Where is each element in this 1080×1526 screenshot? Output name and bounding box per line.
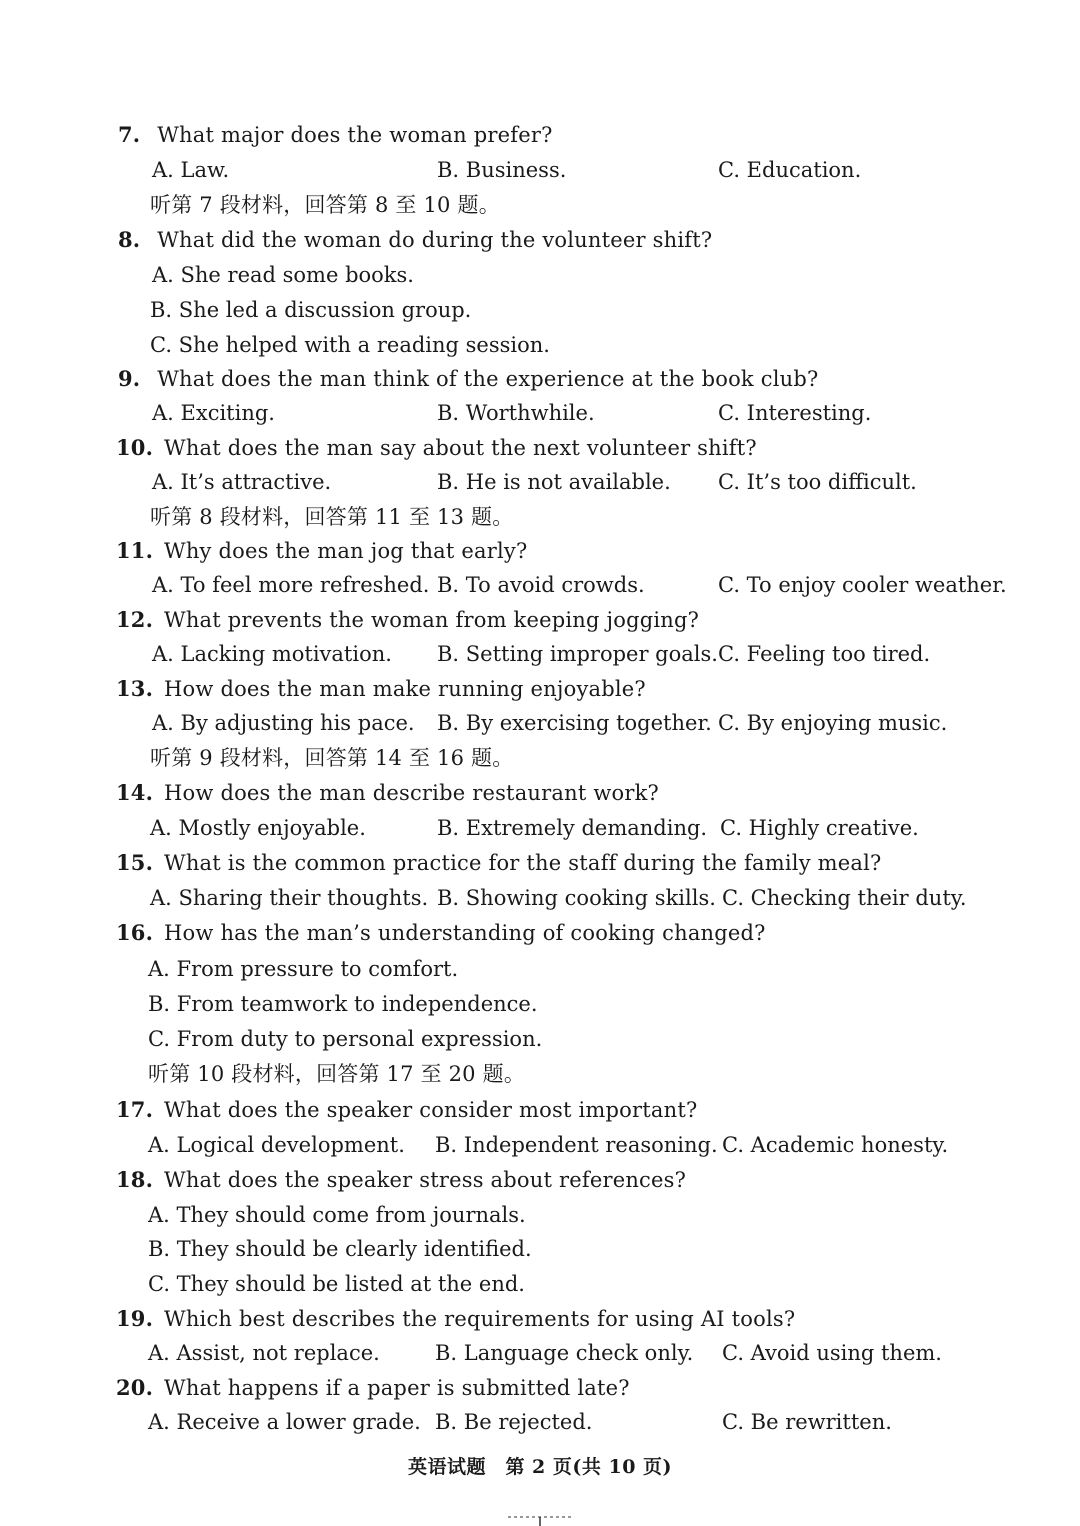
- option-c: C. From duty to personal expression.: [148, 1027, 543, 1051]
- option-c: C. Be rewritten.: [722, 1410, 892, 1434]
- option-b: B. Be rejected.: [435, 1410, 593, 1434]
- question-10: [116, 433, 757, 463]
- question-number: 19.: [116, 1306, 154, 1331]
- question-13: [116, 674, 646, 704]
- question-number: 12.: [116, 607, 154, 632]
- question-7: [118, 120, 553, 150]
- option-b: B. Worthwhile.: [437, 401, 595, 425]
- question-number: 10.: [116, 435, 154, 460]
- question-9: [118, 364, 818, 394]
- option-c: C. She helped with a reading session.: [150, 333, 550, 357]
- option-a: A. Receive a lower grade.: [148, 1410, 421, 1434]
- question-number: 8.: [118, 227, 141, 252]
- question-number: 15.: [116, 850, 154, 875]
- section-heading: 听第 9 段材料，回答第 14 至 16 题。: [150, 746, 514, 770]
- question-17: [116, 1095, 697, 1125]
- question-number: 13.: [116, 676, 154, 701]
- option-b: B. He is not available.: [437, 470, 671, 494]
- option-b: B. They should be clearly identified.: [148, 1237, 532, 1261]
- option-a: A. Law.: [152, 158, 230, 182]
- question-text: How does the man make running enjoyable?: [164, 677, 646, 701]
- question-text: What does the speaker stress about references?: [164, 1168, 687, 1192]
- option-c: C. Interesting.: [718, 401, 872, 425]
- question-11: [116, 536, 527, 566]
- section-heading: 听第 10 段材料，回答第 17 至 20 题。: [148, 1062, 526, 1086]
- option-c: C. It’s too difficult.: [718, 470, 917, 494]
- option-b: B. Business.: [437, 158, 567, 182]
- option-b: B. Extremely demanding.: [437, 816, 708, 840]
- question-text: Why does the man jog that early?: [164, 539, 528, 563]
- option-a: A. Assist, not replace.: [148, 1341, 380, 1365]
- question-12: [116, 605, 699, 635]
- question-19: [116, 1304, 795, 1334]
- option-c: C. Checking their duty.: [722, 886, 967, 910]
- option-c: C. To enjoy cooler weather.: [718, 573, 1007, 597]
- question-text: What happens if a paper is submitted late?: [164, 1376, 630, 1400]
- option-b: B. She led a discussion group.: [150, 298, 472, 322]
- option-a: A. From pressure to comfort.: [148, 957, 459, 981]
- question-number: 7.: [118, 122, 141, 147]
- section-heading: 听第 8 段材料，回答第 11 至 13 题。: [150, 505, 514, 529]
- option-c: C. Academic honesty.: [722, 1133, 949, 1157]
- option-a: A. Exciting.: [152, 401, 275, 425]
- question-text: What does the man say about the next volunteer shift?: [164, 436, 757, 460]
- question-8: [118, 225, 712, 255]
- option-a: A. They should come from journals.: [148, 1203, 526, 1227]
- option-b: B. Independent reasoning.: [435, 1133, 718, 1157]
- question-number: 18.: [116, 1167, 154, 1192]
- option-c: C. By enjoying music.: [718, 711, 948, 735]
- option-b: B. Language check only.: [435, 1341, 694, 1365]
- option-a: A. Mostly enjoyable.: [150, 816, 366, 840]
- question-text: What prevents the woman from keeping jogging?: [164, 608, 700, 632]
- option-b: B. Showing cooking skills.: [437, 886, 716, 910]
- question-text: How has the man’s understanding of cooking changed?: [164, 921, 766, 945]
- question-number: 17.: [116, 1097, 154, 1122]
- question-text: How does the man describe restaurant work?: [164, 781, 659, 805]
- option-c: C. Highly creative.: [720, 816, 919, 840]
- question-number: 14.: [116, 780, 154, 805]
- option-b: B. Setting improper goals.: [437, 642, 718, 666]
- question-18: [116, 1165, 686, 1195]
- option-b: B. From teamwork to independence.: [148, 992, 538, 1016]
- question-text: What does the man think of the experience at the book club?: [157, 367, 819, 391]
- question-text: What major does the woman prefer?: [157, 123, 553, 147]
- question-14: [116, 778, 659, 808]
- question-number: 20.: [116, 1375, 154, 1400]
- option-b: B. To avoid crowds.: [437, 573, 645, 597]
- option-c: C. Avoid using them.: [722, 1341, 942, 1365]
- question-number: 16.: [116, 920, 154, 945]
- binding-mark-icon: [508, 1512, 572, 1526]
- option-a: A. Lacking motivation.: [152, 642, 392, 666]
- option-b: B. By exercising together.: [437, 711, 712, 735]
- option-c: C. Feeling too tired.: [718, 642, 931, 666]
- question-number: 9.: [118, 366, 141, 391]
- question-number: 11.: [116, 538, 154, 563]
- option-a: A. To feel more refreshed.: [152, 573, 430, 597]
- question-text: Which best describes the requirements for using AI tools?: [164, 1307, 796, 1331]
- question-15: [116, 848, 881, 878]
- option-a: A. It’s attractive.: [152, 470, 332, 494]
- option-a: A. By adjusting his pace.: [152, 711, 415, 735]
- section-heading: 听第 7 段材料，回答第 8 至 10 题。: [150, 193, 500, 217]
- option-c: C. They should be listed at the end.: [148, 1272, 525, 1296]
- question-16: [116, 918, 766, 948]
- option-a: A. Sharing their thoughts.: [150, 886, 429, 910]
- question-20: [116, 1373, 630, 1403]
- option-a: A. She read some books.: [152, 263, 414, 287]
- option-a: A. Logical development.: [148, 1133, 405, 1157]
- page-footer: 英语试题 第 2 页(共 10 页): [407, 1456, 673, 1478]
- question-text: What is the common practice for the staff during the family meal?: [164, 851, 882, 875]
- question-text: What did the woman do during the volunteer shift?: [157, 228, 713, 252]
- option-c: C. Education.: [718, 158, 862, 182]
- question-text: What does the speaker consider most important?: [164, 1098, 698, 1122]
